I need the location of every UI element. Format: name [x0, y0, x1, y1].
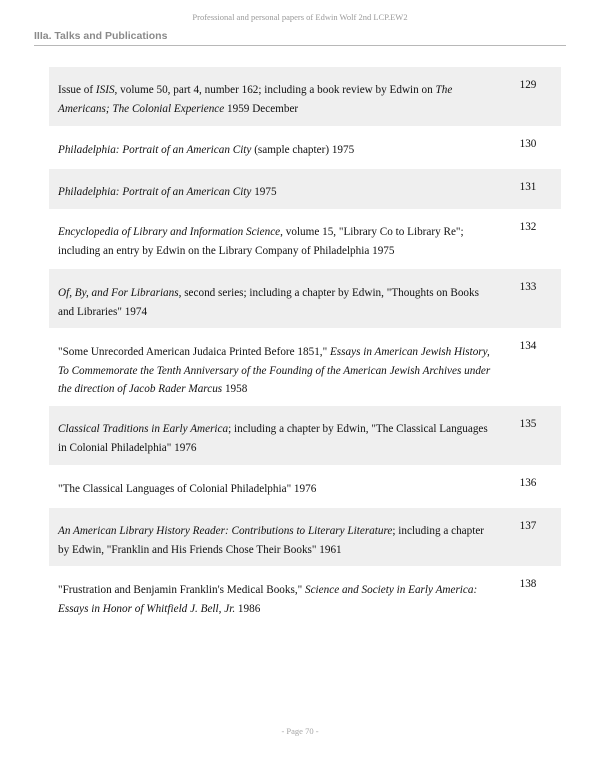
text-segment: "Frustration and Benjamin Franklin's Medical Books,": [58, 584, 305, 596]
list-item: [49, 328, 561, 406]
list-item: [49, 269, 561, 328]
item-description: [49, 566, 495, 618]
italic-title: Essays in American Jewish History, To Commemorate the Tenth Anniversary of the Founding of the American Jewish Archives under the direction of Jacob Rader Marcus: [58, 346, 491, 395]
section-divider: [34, 45, 566, 46]
italic-title: Philadelphia: Portrait of an American City: [58, 186, 252, 198]
item-description: [49, 209, 495, 260]
text-segment: , second series; including a chapter by Edwin, "Thoughts on Books and Libraries" 1974: [58, 287, 479, 318]
item-number: 138: [519, 578, 537, 590]
text-segment: 1959 December: [224, 102, 299, 115]
item-number: 134: [519, 340, 537, 352]
list-item: [49, 508, 561, 566]
italic-title: Philadelphia: Portrait of an American City: [58, 144, 252, 156]
text-segment: 1958: [222, 383, 248, 395]
item-description: [49, 465, 495, 499]
text-segment: ; including a chapter by Edwin, "The Classical Languages in Colonial Philadelphia" 1976: [58, 423, 488, 454]
item-description: [49, 269, 495, 321]
list-item: [49, 406, 561, 465]
list-item: [49, 67, 561, 126]
item-description: [49, 169, 495, 202]
item-description: [49, 328, 495, 399]
item-description: [49, 126, 495, 160]
text-segment: "Some Unrecorded American Judaica Printed Before 1851,": [58, 346, 330, 358]
item-number: 129: [519, 79, 537, 91]
item-number: 136: [519, 477, 537, 489]
text-segment: ; including a chapter by Edwin, "Franklin and His Friends Chose Their Books" 1961: [58, 525, 485, 556]
italic-title: Science and Society in Early America: Essays in Honor of Whitfield J. Bell, Jr.: [58, 584, 478, 615]
page-number: - Page 70 -: [281, 726, 319, 736]
italic-title: The Americans; The Colonial Experience: [58, 84, 453, 115]
list-item: [49, 126, 561, 169]
list-item: [49, 465, 561, 508]
item-number: 132: [519, 221, 537, 233]
item-number: 131: [519, 181, 537, 193]
italic-title: Of, By, and For Librarians: [58, 287, 179, 299]
text-segment: , volume 15, "Library Co to Library Re"; including an entry by Edwin on the Library Company of Philadelphia 1975: [58, 226, 464, 257]
section-heading: IIIa. Talks and Publications: [34, 30, 168, 42]
text-segment: (sample chapter) 1975: [251, 144, 355, 156]
italic-title: Encyclopedia of Library and Information Science: [58, 226, 281, 238]
italic-title: An American Library History Reader: Contributions to Literary Literature: [58, 525, 393, 537]
item-description: [49, 67, 495, 118]
list-item: [49, 209, 561, 269]
italic-title: ISIS: [95, 84, 115, 96]
item-number: 137: [519, 520, 537, 532]
item-list: [49, 67, 561, 626]
text-segment: "The Classical Languages of Colonial Philadelphia" 1976: [58, 483, 317, 495]
list-item: [49, 169, 561, 209]
item-number: 130: [519, 138, 537, 150]
text-segment: , volume 50, part 4, number 162; including a book review by Edwin on: [114, 84, 436, 96]
item-description: [49, 406, 495, 457]
running-header: Professional and personal papers of Edwin Wolf 2nd LCP.EW2: [192, 12, 408, 22]
item-description: [49, 508, 495, 559]
text-segment: 1975: [251, 186, 277, 198]
item-number: 135: [519, 418, 537, 430]
italic-title: Classical Traditions in Early America: [58, 423, 229, 435]
text-segment: Issue of: [58, 84, 96, 96]
item-number: 133: [519, 281, 537, 293]
list-item: [49, 566, 561, 626]
text-segment: 1986: [235, 602, 261, 615]
